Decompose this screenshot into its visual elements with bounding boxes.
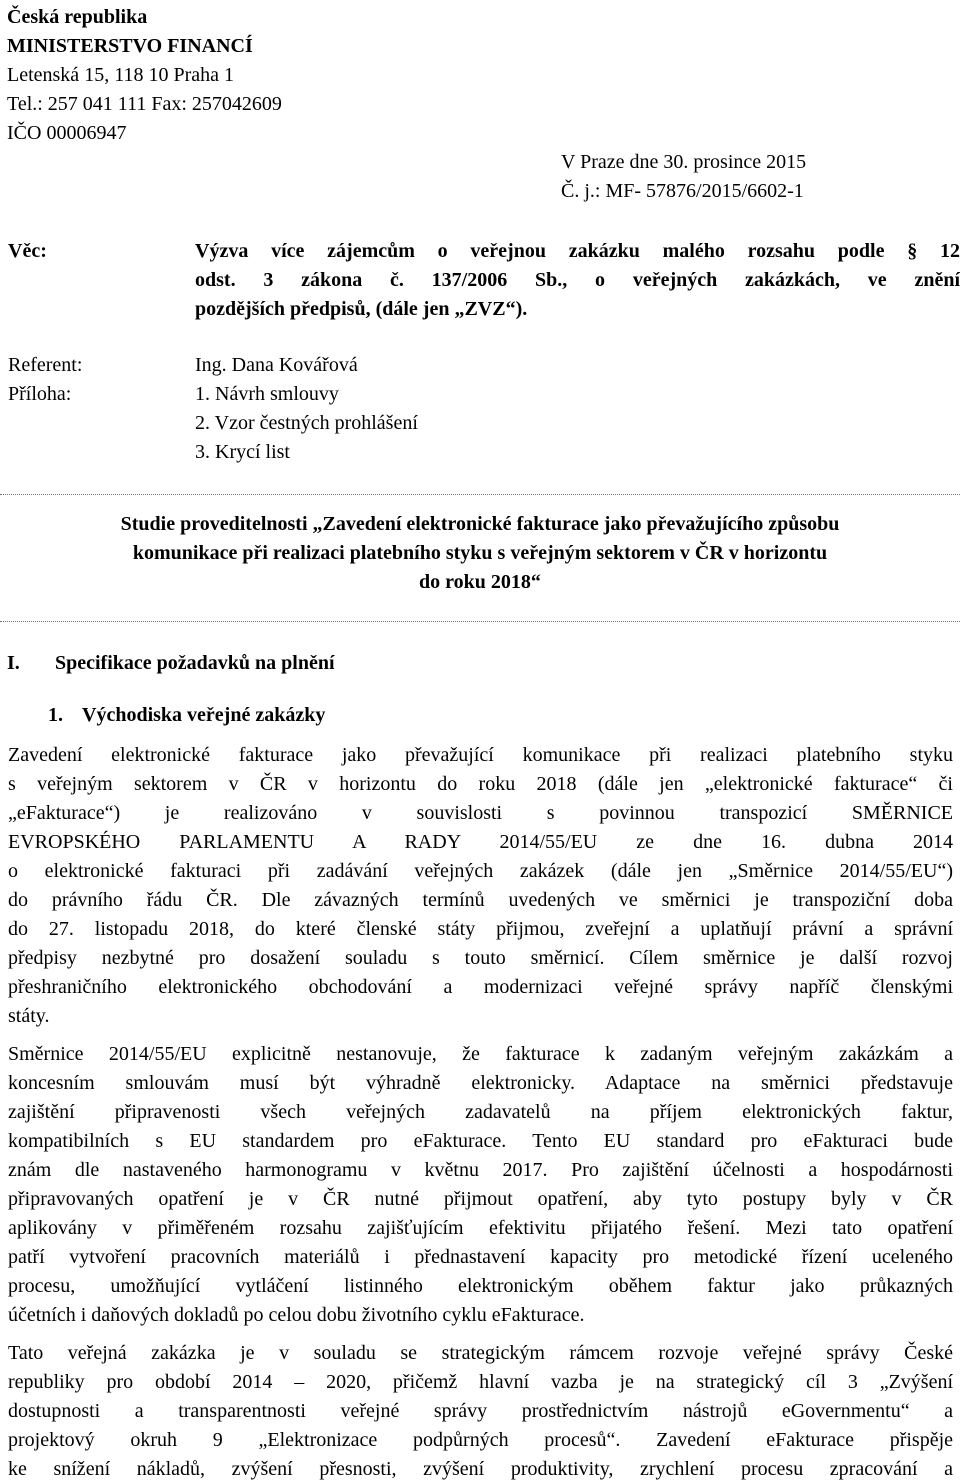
ministry-name: MINISTERSTVO FINANCÍ bbox=[7, 35, 253, 57]
ministry-address: Letenská 15, 118 10 Praha 1 bbox=[7, 64, 234, 86]
subject-line: pozdějších předpisů, (dále jen „ZVZ“). bbox=[195, 298, 528, 320]
country-name: Česká republika bbox=[7, 6, 148, 28]
paragraph-3 bbox=[8, 1339, 953, 1484]
section-title: Specifikace požadavků na plnění bbox=[55, 652, 335, 674]
paragraph-line: koncesním smlouvám musí být výhradně elektronicky. Adaptace na směrnici představuje bbox=[8, 1072, 953, 1094]
subsection-title: Východiska veřejné zakázky bbox=[82, 704, 326, 726]
divider-top bbox=[0, 494, 960, 495]
ministry-contact: Tel.: 257 041 111 Fax: 257042609 bbox=[7, 93, 282, 115]
paragraph-line: účetních i daňových dokladů po celou dobu životního cyklu eFakturace. bbox=[8, 1304, 585, 1326]
paragraph-line: ke snížení nákladů, zvýšení přesnosti, zvýšení produktivity, zrychlení procesu zpracování a bbox=[8, 1458, 953, 1480]
subject-line: odst. 3 zákona č. 137/2006 Sb., o veřejných zakázkách, ve znění bbox=[195, 269, 960, 291]
paragraph-line: projektový okruh 9 „Elektronizace podpůrných procesů“. Zavedení eFakturace přispěje bbox=[8, 1429, 953, 1451]
paragraph-line: znám dle nastaveného harmonogramu v květnu 2017. Pro zajištění účelnosti a hospodárnosti bbox=[8, 1159, 953, 1181]
paragraph-line: Směrnice 2014/55/EU explicitně nestanovuje, že fakturace k zadaným veřejným zakázkám a bbox=[8, 1043, 953, 1065]
referent-value: Ing. Dana Kovářová bbox=[195, 354, 358, 376]
subsection-number: 1. bbox=[48, 704, 63, 726]
paragraph-line: republiky pro období 2014 – 2020, přičemž hlavní vazba je na strategický cíl 3 „Zvýšení bbox=[8, 1371, 953, 1393]
paragraph-line: předpisy nezbytné pro dosažení souladu s touto směrnicí. Cílem směrnice je další rozvoj bbox=[8, 947, 953, 969]
meta-labels bbox=[8, 351, 82, 409]
ministry-ico: IČO 00006947 bbox=[7, 122, 127, 144]
study-title-line: Studie proveditelnosti „Zavedení elektronické fakturace jako převažujícího způsobu bbox=[120, 513, 840, 535]
paragraph-line: do právního řádu ČR. Dle závazných termínů uvedených ve směrnici je transpoziční doba bbox=[8, 889, 953, 911]
attachment-item: 2. Vzor čestných prohlášení bbox=[195, 412, 418, 434]
study-title-line: do roku 2018“ bbox=[419, 571, 541, 593]
paragraph-line: o elektronické fakturaci při zadávání veřejných zakázek (dále jen „Směrnice 2014/55/EU“) bbox=[8, 860, 953, 882]
paragraph-line: dostupnosti a transparentnosti veřejné správy prostřednictvím nástrojů eGovernmentu“ a bbox=[8, 1400, 953, 1422]
paragraph-line: Zavedení elektronické fakturace jako převažující komunikace při realizaci platebního styku bbox=[8, 744, 953, 766]
paragraph-line: přeshraničního elektronického obchodování a modernizaci veřejné správy napříč členskými bbox=[8, 976, 953, 998]
paragraph-1 bbox=[8, 741, 953, 1031]
divider-bottom bbox=[0, 621, 960, 622]
subsection-heading bbox=[48, 701, 325, 730]
study-title-line: komunikace při realizaci platebního styku s veřejným sektorem v ČR v horizontu bbox=[132, 542, 828, 564]
paragraph-line: kompatibilních s EU standardem pro eFakturace. Tento EU standard pro eFakturaci bude bbox=[8, 1130, 953, 1152]
paragraph-line: s veřejným sektorem v ČR v horizontu do roku 2018 (dále jen „elektronické fakturace“ či bbox=[8, 773, 953, 795]
paragraph-line: patří vytvoření pracovních materiálů i přednastavení kapacity pro metodické řízení uceleného bbox=[8, 1246, 953, 1268]
letterhead bbox=[7, 3, 282, 148]
section-heading bbox=[7, 649, 335, 678]
paragraph-line: aplikovány v přiměřeném rozsahu zajišťujícím efektivitu přijatého řešení. Mezi tato opatření bbox=[8, 1217, 953, 1239]
attachment-item: 3. Krycí list bbox=[195, 441, 290, 463]
date-reference-block bbox=[561, 148, 806, 206]
section-number: I. bbox=[7, 652, 20, 674]
paragraph-line: procesu, umožňující vytláčení listinného elektronickým oběhem faktur jako průkazných bbox=[8, 1275, 953, 1297]
document-date: V Praze dne 30. prosince 2015 bbox=[561, 151, 807, 173]
paragraph-line: Tato veřejná zakázka je v souladu se strategickým rámcem rozvoje veřejné správy České bbox=[8, 1342, 953, 1364]
paragraph-line: státy. bbox=[8, 1005, 50, 1027]
referent-label: Referent: bbox=[8, 354, 83, 376]
attachment-label: Příloha: bbox=[8, 383, 72, 405]
study-title bbox=[0, 510, 960, 597]
reference-number: Č. j.: MF- 57876/2015/6602-1 bbox=[561, 180, 804, 202]
paragraph-line: připravovaných opatření je v ČR nutné přijmout opatření, aby tyto postupy byly v ČR bbox=[8, 1188, 953, 1210]
subject-label: Věc: bbox=[8, 240, 47, 262]
subject-line: Výzva více zájemcům o veřejnou zakázku malého rozsahu podle § 12 bbox=[195, 240, 960, 262]
paragraph-line: EVROPSKÉHO PARLAMENTU A RADY 2014/55/EU ze dne 16. dubna 2014 bbox=[8, 831, 953, 853]
paragraph-line: zajištění připravenosti všech veřejných zadavatelů na příjem elektronických faktur, bbox=[8, 1101, 953, 1123]
subject-text bbox=[195, 237, 960, 324]
attachment-item: 1. Návrh smlouvy bbox=[195, 383, 339, 405]
meta-values bbox=[195, 351, 418, 467]
paragraph-line: do 27. listopadu 2018, do které členské státy přijmou, zveřejní a uplatňují právní a správní bbox=[8, 918, 953, 940]
paragraph-2 bbox=[8, 1040, 953, 1330]
paragraph-line: „eFakturace“) je realizováno v souvislosti s povinnou transpozicí SMĚRNICE bbox=[8, 802, 953, 824]
